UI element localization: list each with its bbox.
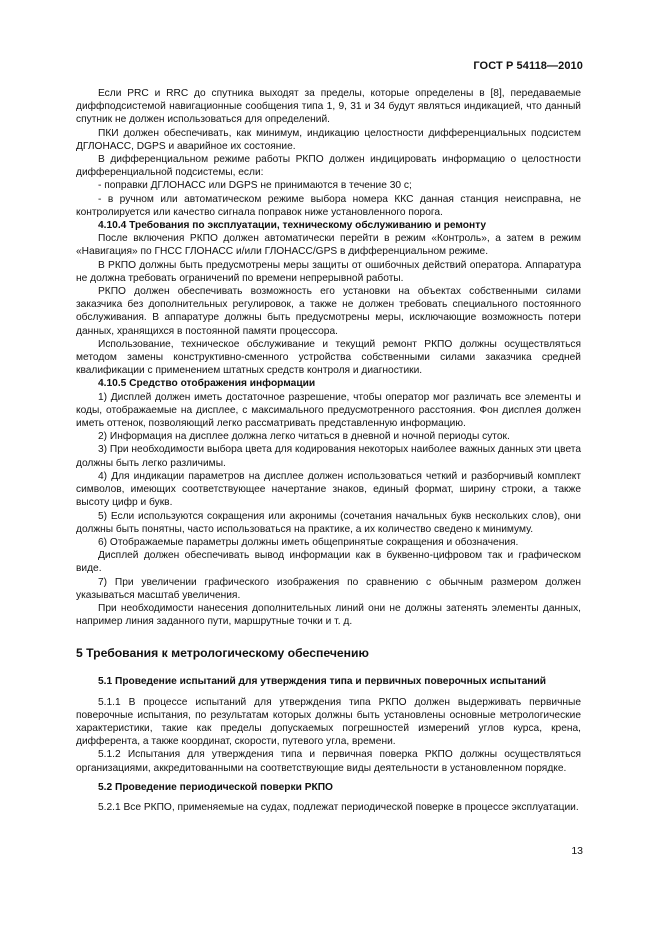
document-body <box>76 87 581 814</box>
subsection-title: 5.1 Проведение испытаний для утверждения типа и первичных поверочных испытаний <box>98 676 547 688</box>
list-item: - поправки ДГЛОНАСС или DGPS не принимаются в течение 30 с; <box>98 180 412 192</box>
subsection-title: 5.2 Проведение периодической поверки РКПО <box>98 781 333 793</box>
paragraph: 3) При необходимости выбора цвета для кодирования некоторых наиболее важных данных эти цвета должны быть легко различимы. <box>76 444 582 469</box>
paragraph: 5.1.2 Испытания для утверждения типа и первичная поверка РКПО должны осуществляться организациями, аккредитованными на соответствующие виды деятельности в установленном порядке. <box>76 749 581 774</box>
paragraph: 1) Дисплей должен иметь достаточное разрешение, чтобы оператор мог различать все элементы и коды, отображаемые на дисплее, с максимального предусмотренного расстояния. Фон дисплея должен иметь оттенок, позволяющий легко рассматривать представленную информацию. <box>76 391 581 430</box>
paragraph: 5.2.1 Все РКПО, применяемые на судах, подлежат периодической поверке в процессе эксплуатации. <box>98 801 579 813</box>
paragraph: Если PRC и RRC до спутника выходят за пределы, которые определены в [8], передаваемые диффподсистемой навигационные сообщения типа 1, 9, 31 и 34 будут являться индикацией, что данный спутник не должен использоваться для определений. <box>76 88 581 126</box>
paragraph: Использование, техническое обслуживание и текущий ремонт РКПО должны осуществляться методом замены конструктивно-сменного устройства собственными силами заказчика средней квалификации с применением штатных средств контроля и диагностики. <box>76 338 581 377</box>
paragraph: Дисплей должен обеспечивать вывод информации как в буквенно-цифровом так и графическом виде. <box>76 550 581 575</box>
paragraph: В РКПО должны быть предусмотрены меры защиты от ошибочных действий оператора. Аппаратура не должна требовать ограничений по времени непрерывной работы. <box>76 259 581 284</box>
paragraph: После включения РКПО должен автоматически перейти в режим «Контроль», а затем в режим «Навигация» по ГНСС ГЛОНАСС и/или ГЛОНАСС/GPS в дифференциальном режиме. <box>76 233 581 258</box>
subsection-heading: 4.10.4 Требования по эксплуатации, техническому обслуживанию и ремонту <box>98 220 487 232</box>
document-code: ГОСТ Р 54118—2010 <box>473 60 583 72</box>
paragraph: 7) При увеличении графического изображения по сравнению с обычным размером должен указываться масштаб увеличения. <box>76 576 581 601</box>
paragraph: 4) Для индикации параметров на дисплее должен использоваться четкий и разборчивый комплект символов, имеющих соответствующее начертание знаков, единый формат, ширину строки, а также высоту цифр и букв. <box>76 470 581 509</box>
paragraph: 2) Информация на дисплее должна легко читаться в дневной и ночной периоды суток. <box>98 431 510 443</box>
list-item: - в ручном или автоматическом режиме выбора номера ККС данная станция неисправна, не контролируется или качество сигнала поправок ниже установленного порога. <box>76 193 581 218</box>
paragraph: В дифференциальном режиме работы РКПО должен индицировать информацию о целостности дифференциальной подсистемы, если: <box>76 154 581 179</box>
subsection-heading: 4.10.5 Средство отображения информации <box>98 378 316 390</box>
paragraph: РКПО должен обеспечивать возможность его установки на объектах собственными силами заказчика без дополнительных регулировок, а также не должен требовать специального постоянного обслуживания. В аппаратуре должны быть предусмотрены меры, исключающие возможность потери данных, хранящихся в постоянной памяти процессора. <box>76 286 581 337</box>
paragraph: 6) Отображаемые параметры должны иметь общепринятые сокращения и обозначения. <box>98 536 519 548</box>
paragraph: При необходимости нанесения дополнительных линий они не должны затенять элементы данных, например линия заданного пути, маршрутные точки и т. д. <box>76 602 581 628</box>
section-heading: 5 Требования к метрологическому обеспечению <box>76 646 369 661</box>
paragraph: ПКИ должен обеспечивать, как минимум, индикацию целостности дифференциальных подсистем ДГЛОНАСС, DGPS и аварийное их состояние. <box>76 127 581 152</box>
paragraph: 5.1.1 В процессе испытаний для утверждения типа РКПО должен выдерживать первичные поверочные испытания, по результатам которых должны быть установлены основные метрологические характеристики, такие как пределы допускаемых погрешностей измерений углов курса, крена, дифферента, а также координат, скорости, путевого угла, времени. <box>76 696 581 748</box>
paragraph: 5) Если используются сокращения или акронимы (сочетания начальных букв нескольких слов), они должны быть понятны, часто использоваться на практике, а их количество сведено к минимуму. <box>76 510 581 535</box>
page-number: 13 <box>571 845 583 857</box>
